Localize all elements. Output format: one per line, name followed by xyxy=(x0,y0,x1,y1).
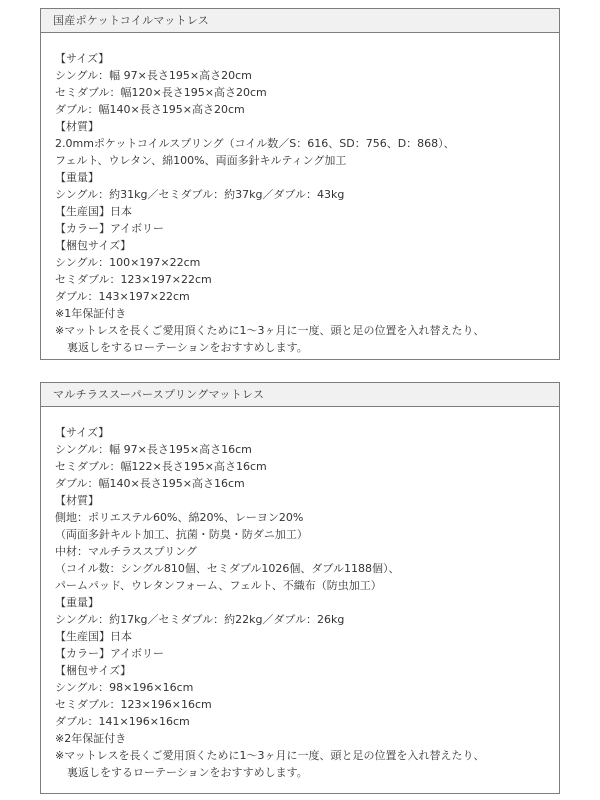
spec-line: 【サイズ】 xyxy=(55,52,110,65)
spec-line: ※2年保証付き xyxy=(55,732,127,745)
spec-line: ※マットレスを長くご愛用頂くために1～3ヶ月に一度、頭と足の位置を入れ替えたり、 xyxy=(55,324,485,337)
spec-line: ダブル：幅140×長さ195×高さ20cm xyxy=(55,103,245,116)
spec-line: ※マットレスを長くご愛用頂くために1～3ヶ月に一度、頭と足の位置を入れ替えたり、 xyxy=(55,749,485,762)
spec-line: 【材質】 xyxy=(55,120,99,133)
spec-line: シングル：幅 97×長さ195×高さ16cm xyxy=(55,443,252,456)
spec-line: （両面多針キルト加工、抗菌・防臭・防ダニ加工） xyxy=(55,528,308,541)
spec-box-multirus-spring xyxy=(40,382,560,794)
spec-line: ダブル：141×196×16cm xyxy=(55,715,190,728)
spec-line: シングル：幅 97×長さ195×高さ20cm xyxy=(55,69,252,82)
spec-line: 裏返しをするローテーションをおすすめします。 xyxy=(67,341,308,354)
spec-line: ダブル：143×197×22cm xyxy=(55,290,190,303)
spec-line: セミダブル：123×197×22cm xyxy=(55,273,212,286)
spec-line: 【生産国】日本 xyxy=(55,205,132,218)
spec-line: パームパッド、ウレタンフォーム、フェルト、不織布（防虫加工） xyxy=(55,579,382,592)
spec-line: シングル：100×197×22cm xyxy=(55,256,201,269)
spec-line: 2.0mmポケットコイルスプリング（コイル数／S：616、SD：756、D：868）、 xyxy=(55,137,455,150)
spec-line: セミダブル：123×196×16cm xyxy=(55,698,212,711)
spec-line: ダブル：幅140×長さ195×高さ16cm xyxy=(55,477,245,490)
spec-line: 【サイズ】 xyxy=(55,426,110,439)
spec-box-title: マルチラススーパースプリングマットレス xyxy=(41,383,559,407)
spec-line: シングル：約17kg／セミダブル：約22kg／ダブル：26kg xyxy=(55,613,345,626)
spec-line: 側地：ポリエステル60%、綿20%、レーヨン20% xyxy=(55,511,304,524)
spec-line: 【カラー】アイボリー xyxy=(55,647,165,660)
spec-line: シングル：98×196×16cm xyxy=(55,681,194,694)
spec-line: 【カラー】アイボリー xyxy=(55,222,165,235)
spec-line: シングル：約31kg／セミダブル：約37kg／ダブル：43kg xyxy=(55,188,345,201)
spec-line: セミダブル：幅120×長さ195×高さ20cm xyxy=(55,86,267,99)
spec-line: 【重量】 xyxy=(55,171,99,184)
spec-box-title: 国産ポケットコイルマットレス xyxy=(41,9,559,33)
spec-line: フェルト、ウレタン、綿100%、両面多針キルティング加工 xyxy=(55,154,347,167)
spec-line: 【重量】 xyxy=(55,596,99,609)
spec-line: 中材：マルチラススプリング xyxy=(55,545,198,558)
spec-line: 【梱包サイズ】 xyxy=(55,664,132,677)
spec-line: 裏返しをするローテーションをおすすめします。 xyxy=(67,766,308,779)
spec-box-body xyxy=(41,33,559,356)
spec-line: ※1年保証付き xyxy=(55,307,127,320)
spec-line: 【梱包サイズ】 xyxy=(55,239,132,252)
spec-line: （コイル数：シングル810個、セミダブル1026個、ダブル1188個）、 xyxy=(55,562,400,575)
spec-line: セミダブル：幅122×長さ195×高さ16cm xyxy=(55,460,267,473)
spec-box-pocket-coil xyxy=(40,8,560,360)
spec-line: 【生産国】日本 xyxy=(55,630,132,643)
spec-box-body xyxy=(41,407,559,781)
spec-line: 【材質】 xyxy=(55,494,99,507)
